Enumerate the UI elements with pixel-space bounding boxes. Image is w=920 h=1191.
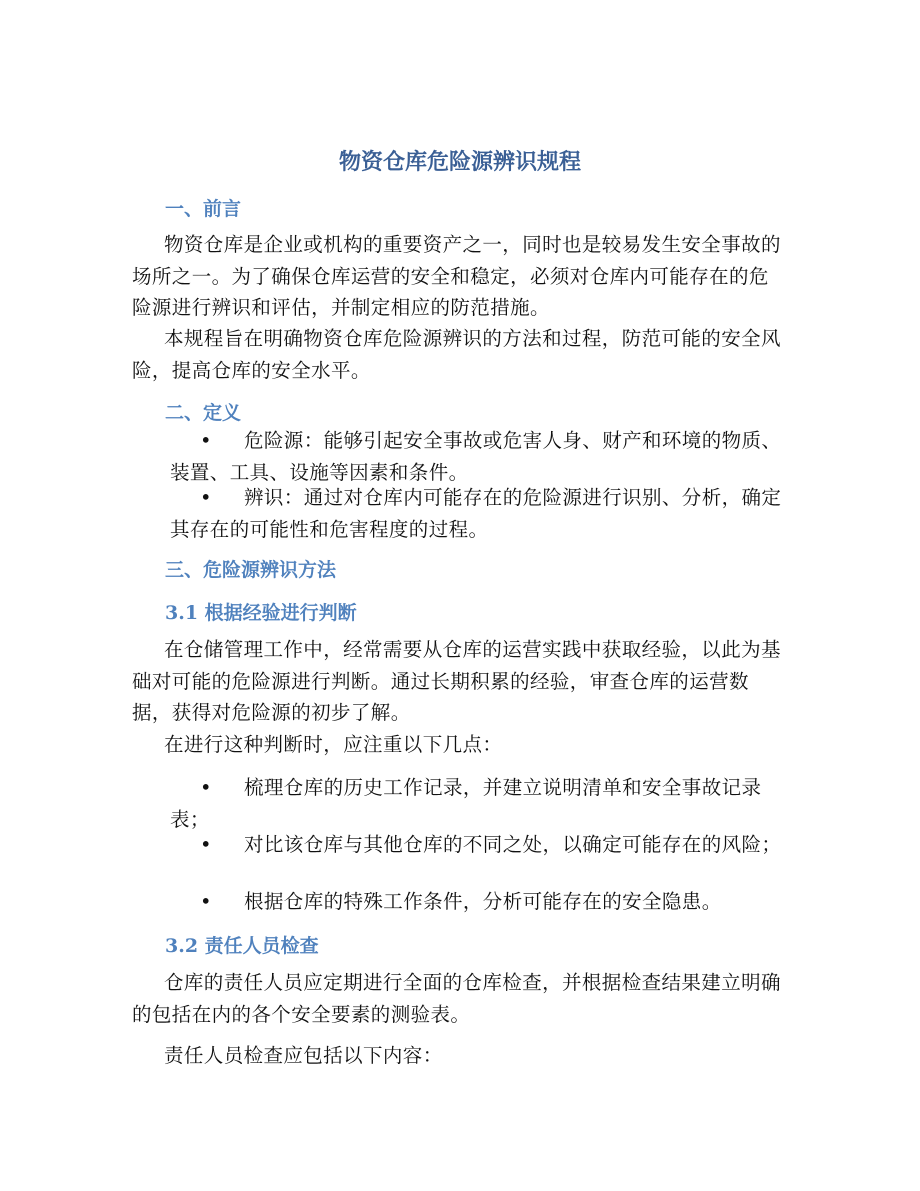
subsection-heading-3-2: 3.2 责任人员检查: [165, 935, 319, 957]
bullet-icon: •: [200, 833, 212, 856]
paragraph: 物资仓库是企业或机构的重要资产之一，同时也是较易发生安全事故的场所之一。为了确保仓库运营的安全和稳定，必须对仓库内可能存在的危险源进行辨识和评估，并制定相应的防范措施。: [132, 233, 781, 319]
section-heading-preface: 一、前言: [165, 198, 242, 220]
list-item: • 辨识：通过对仓库内可能存在的危险源进行识别、分析，确定其存在的可能性和危害程度的过程。: [170, 482, 782, 545]
paragraph: 在仓储管理工作中，经常需要从仓库的运营实践中获取经验，以此为基础对可能的危险源进行判断。通过长期积累的经验，审查仓库的运营数据，获得对危险源的初步了解。: [132, 638, 781, 724]
list-item: • 危险源：能够引起安全事故或危害人身、财产和环境的物质、装置、工具、设施等因素和条件。: [170, 425, 782, 488]
list-item: • 梳理仓库的历史工作记录，并建立说明清单和安全事故记录表；: [170, 772, 782, 835]
section-heading-definitions: 二、定义: [165, 402, 242, 424]
section-heading-methods: 三、危险源辨识方法: [165, 559, 337, 581]
subsection-heading-3-1: 3.1 根据经验进行判断: [165, 602, 357, 624]
paragraph: 本规程旨在明确物资仓库危险源辨识的方法和过程，防范可能的安全风险，提高仓库的安全水平。: [132, 327, 781, 382]
bullet-icon: •: [200, 890, 212, 913]
paragraph: 在进行这种判断时，应注重以下几点：: [164, 733, 503, 756]
bullet-icon: •: [200, 776, 212, 799]
list-item: • 对比该仓库与其他仓库的不同之处，以确定可能存在的风险；: [170, 829, 782, 861]
list-item: • 根据仓库的特殊工作条件，分析可能存在的安全隐患。: [170, 886, 782, 918]
document-title: 物资仓库危险源辨识规程: [338, 149, 581, 175]
bullet-icon: •: [200, 486, 212, 509]
paragraph: 责任人员检查应包括以下内容：: [164, 1044, 443, 1067]
paragraph: 仓库的责任人员应定期进行全面的仓库检查，并根据检查结果建立明确的包括在内的各个安全要素的测验表。: [132, 971, 781, 1026]
bullet-icon: •: [200, 429, 212, 452]
